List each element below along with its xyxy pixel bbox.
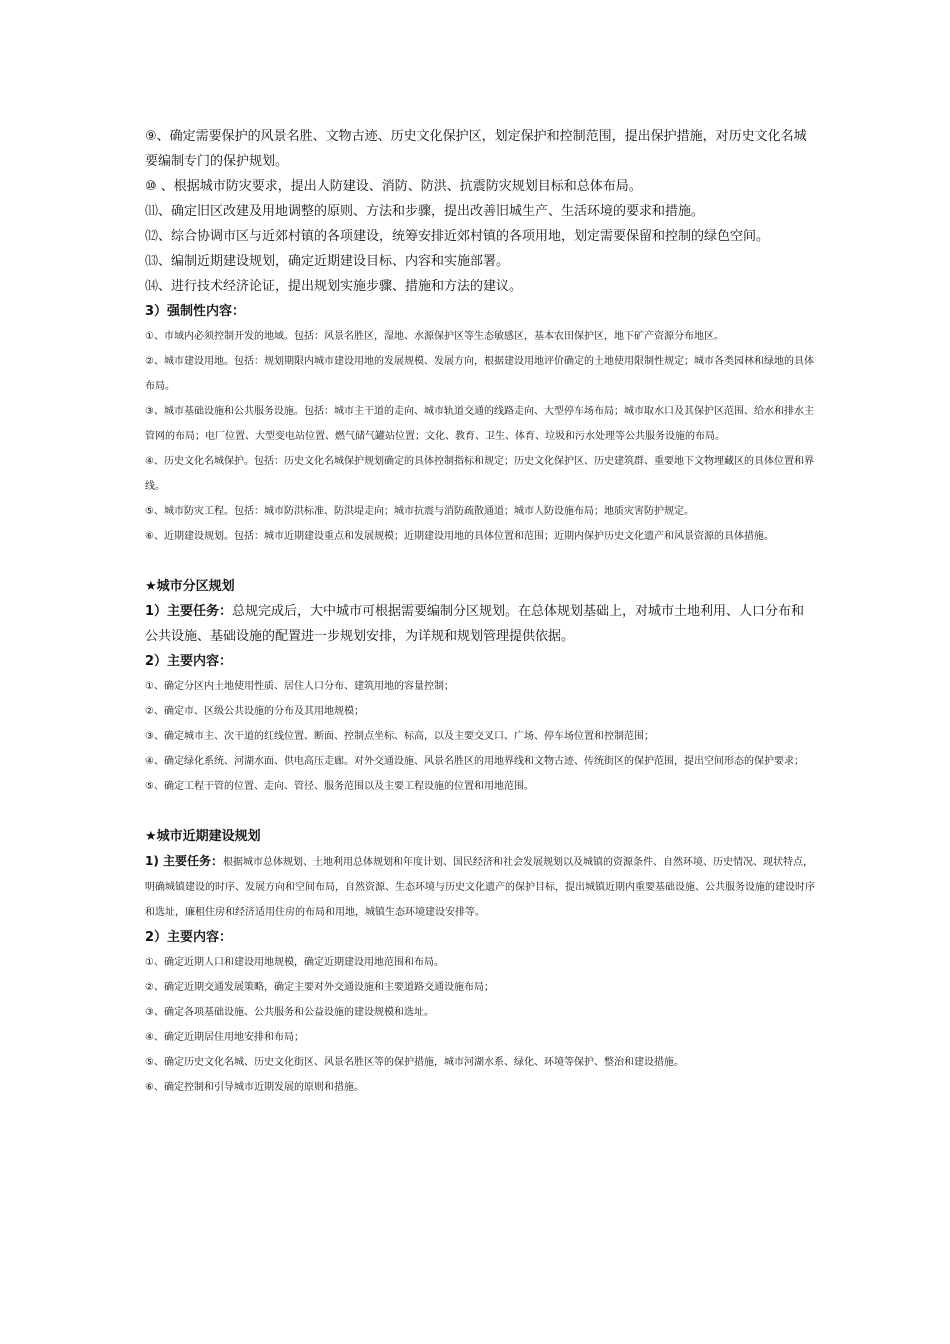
mandatory-heading: 3）强制性内容： bbox=[145, 304, 246, 319]
list-item: ③、确定城市主、次干道的红线位置、断面、控制点坐标、标高，以及主要交叉口、广场、停车场位置和控制范围； bbox=[145, 731, 654, 742]
task-paragraph bbox=[145, 849, 815, 925]
task-paragraph bbox=[145, 599, 815, 649]
near-term-content-list bbox=[145, 950, 815, 1100]
list-item: ④、历史文化名城保护。包括：历史文化名城保护规划确定的具体控制指标和规定；历史文化保护区、历史建筑群、重要地下文物埋藏区的具体位置和界线。 bbox=[145, 456, 814, 492]
content-heading: 2）主要内容： bbox=[145, 930, 233, 945]
list-item: ⑤、确定工程干管的位置、走向、管径、服务范围以及主要工程设施的位置和用地范围。 bbox=[145, 781, 534, 792]
section-title: ★城市分区规划 bbox=[145, 579, 235, 594]
list-item: ⑿、综合协调市区与近郊村镇的各项建设，统筹安排近郊村镇的各项用地，划定需要保留和控制的绿色空间。 bbox=[145, 229, 770, 244]
list-item: ①、市域内必须控制开发的地域。包括：风景名胜区，湿地、水源保护区等生态敏感区，基本农田保护区，地下矿产资源分布地区。 bbox=[145, 331, 724, 342]
list-item: ⒁、进行技术经济论证，提出规划实施步骤、措施和方法的建议。 bbox=[145, 279, 523, 294]
task-label: 1）主要任务： bbox=[145, 604, 233, 619]
list-item: ③、城市基础设施和公共服务设施。包括：城市主干道的走向、城市轨道交通的线路走向、大型停车场布局；城市取水口及其保护区范围、给水和排水主管网的布局；电厂位置、大型变电站位置、燃气储气罐站位置；文化、教育、卫生、体育、垃圾和污水处理等公共服务设施的布局。 bbox=[145, 406, 814, 442]
task-label: 1) 主要任务： bbox=[145, 854, 224, 868]
list-item: ⑾、确定旧区改建及用地调整的原则、方法和步骤，提出改善旧城生产、生活环境的要求和措施。 bbox=[145, 204, 705, 219]
list-item: ⑥、确定控制和引导城市近期发展的原则和措施。 bbox=[145, 1082, 364, 1093]
section-title: ★城市近期建设规划 bbox=[145, 829, 261, 844]
list-item: ④、确定近期居住用地安排和布局； bbox=[145, 1032, 304, 1043]
list-item: ④、确定绿化系统、河湖水面、供电高压走廊。对外交通设施、风景名胜区的用地界线和文物古迹、传统街区的保护范围，提出空间形态的保护要求； bbox=[145, 756, 804, 767]
list-item: ②、确定近期交通发展策略，确定主要对外交通设施和主要道路交通设施布局； bbox=[145, 982, 494, 993]
list-item: ①、确定近期人口和建设用地规模，确定近期建设用地范围和布局。 bbox=[145, 957, 444, 968]
list-item: ⑩ 、根据城市防灾要求，提出人防建设、消防、防洪、抗震防灾规划目标和总体布局。 bbox=[145, 179, 642, 194]
list-item: ⒀、编制近期建设规划，确定近期建设目标、内容和实施部署。 bbox=[145, 254, 510, 269]
task-text: 根据城市总体规划、土地利用总体规划和年度计划、国民经济和社会发展规划以及城镇的资源条件、自然环境、历史情况、现状特点，明确城镇建设的时序、发展方向和空间布局，自然资源、生态环境与历史文化遗产的保护目标，提出城镇近期内重要基础设施、公共服务设施的建设时序和选址，廉租住房和经济适用住房的布局和用地，城镇生态环境建设安排等。 bbox=[145, 857, 815, 918]
list-item: ①、确定分区内土地使用性质、居住人口分布、建筑用地的容量控制； bbox=[145, 681, 454, 692]
content-heading: 2）主要内容： bbox=[145, 654, 233, 669]
list-item: ②、确定市、区级公共设施的分布及其用地规模； bbox=[145, 706, 364, 717]
district-planning-section bbox=[145, 574, 815, 674]
list-item: ⑤、确定历史文化名城、历史文化街区、风景名胜区等的保护措施，城市河湖水系、绿化、环境等保护、整治和建设措施。 bbox=[145, 1057, 684, 1068]
district-content-list bbox=[145, 674, 815, 799]
list-item: ③、确定各项基础设施、公共服务和公益设施的建设规模和选址。 bbox=[145, 1007, 434, 1018]
list-item: ⑥、近期建设规划。包括：城市近期建设重点和发展规模；近期建设用地的具体位置和范围；近期内保护历史文化遗产和风景资源的具体措施。 bbox=[145, 531, 774, 542]
task-text: 总规完成后，大中城市可根据需要编制分区规划。在总体规划基础上，对城市土地利用、人口分布和公共设施、基础设施的配置进一步规划安排，为详规和规划管理提供依据。 bbox=[145, 604, 805, 644]
list-item: ②、城市建设用地。包括：规划期限内城市建设用地的发展规模、发展方向，根据建设用地评价确定的土地使用限制性规定；城市各类园林和绿地的具体布局。 bbox=[145, 356, 814, 392]
list-item: ⑤、城市防灾工程。包括：城市防洪标准、防洪堤走向；城市抗震与消防疏散通道；城市人防设施布局；地质灾害防护规定。 bbox=[145, 506, 694, 517]
list-item: ⑨、确定需要保护的风景名胜、文物古迹、历史文化保护区，划定保护和控制范围，提出保护措施，对历史文化名城要编制专门的保护规划。 bbox=[145, 129, 807, 169]
document-page bbox=[145, 124, 815, 1100]
planning-content-list bbox=[145, 124, 815, 324]
mandatory-list bbox=[145, 324, 815, 549]
near-term-planning-section bbox=[145, 824, 815, 849]
